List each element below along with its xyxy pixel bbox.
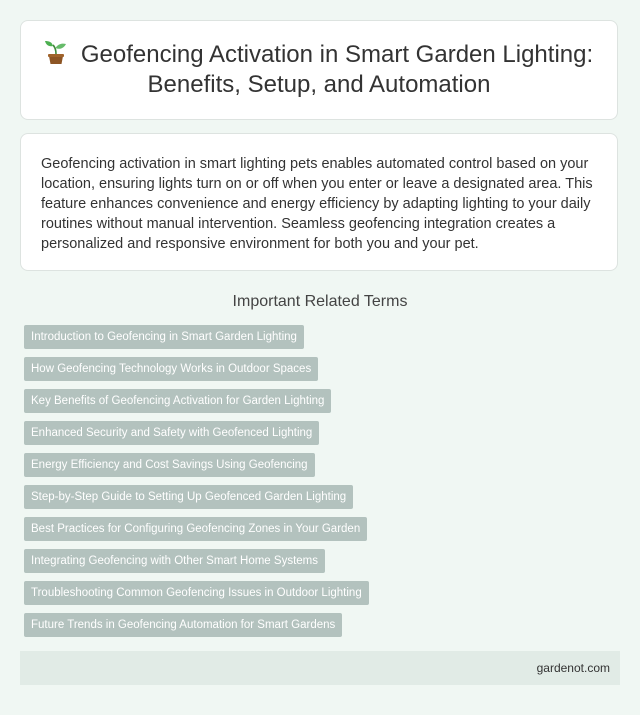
footer: [20, 651, 620, 685]
related-term-tag[interactable]: Introduction to Geofencing in Smart Garden Lighting: [24, 325, 304, 349]
related-term-tag[interactable]: Enhanced Security and Safety with Geofenced Lighting: [24, 421, 319, 445]
title-card: [20, 20, 618, 120]
page-title: [21, 40, 617, 100]
sprout-icon: [45, 41, 67, 65]
related-term-tag[interactable]: Key Benefits of Geofencing Activation for Garden Lighting: [24, 389, 331, 413]
related-term-tag[interactable]: Integrating Geofencing with Other Smart Home Systems: [24, 549, 325, 573]
related-term-tag[interactable]: Troubleshooting Common Geofencing Issues in Outdoor Lighting: [24, 581, 369, 605]
intro-paragraph: Geofencing activation in smart lighting pets enables automated control based on your location, ensuring lights turn on or off when you enter or leave a designated area. This feature enhances convenience and energy efficiency by adapting lighting to your daily routines without manual intervention. Seamless geofencing integration creates a personalized and responsive environment for both you and your pet.: [41, 156, 593, 252]
footer-site-name: gardenot.com: [536, 661, 610, 675]
page-title-text: Geofencing Activation in Smart Garden Lighting: Benefits, Setup, and Automation: [80, 41, 594, 98]
related-term-tag[interactable]: Step-by-Step Guide to Setting Up Geofenced Garden Lighting: [24, 485, 353, 509]
related-term-tag[interactable]: Energy Efficiency and Cost Savings Using Geofencing: [24, 453, 315, 477]
related-terms-heading: Important Related Terms: [232, 293, 408, 310]
related-terms-list: [24, 325, 369, 645]
intro-card: [20, 133, 618, 271]
related-term-tag[interactable]: Future Trends in Geofencing Automation for Smart Gardens: [24, 613, 342, 637]
related-term-tag[interactable]: Best Practices for Configuring Geofencing Zones in Your Garden: [24, 517, 367, 541]
related-term-tag[interactable]: How Geofencing Technology Works in Outdoor Spaces: [24, 357, 318, 381]
